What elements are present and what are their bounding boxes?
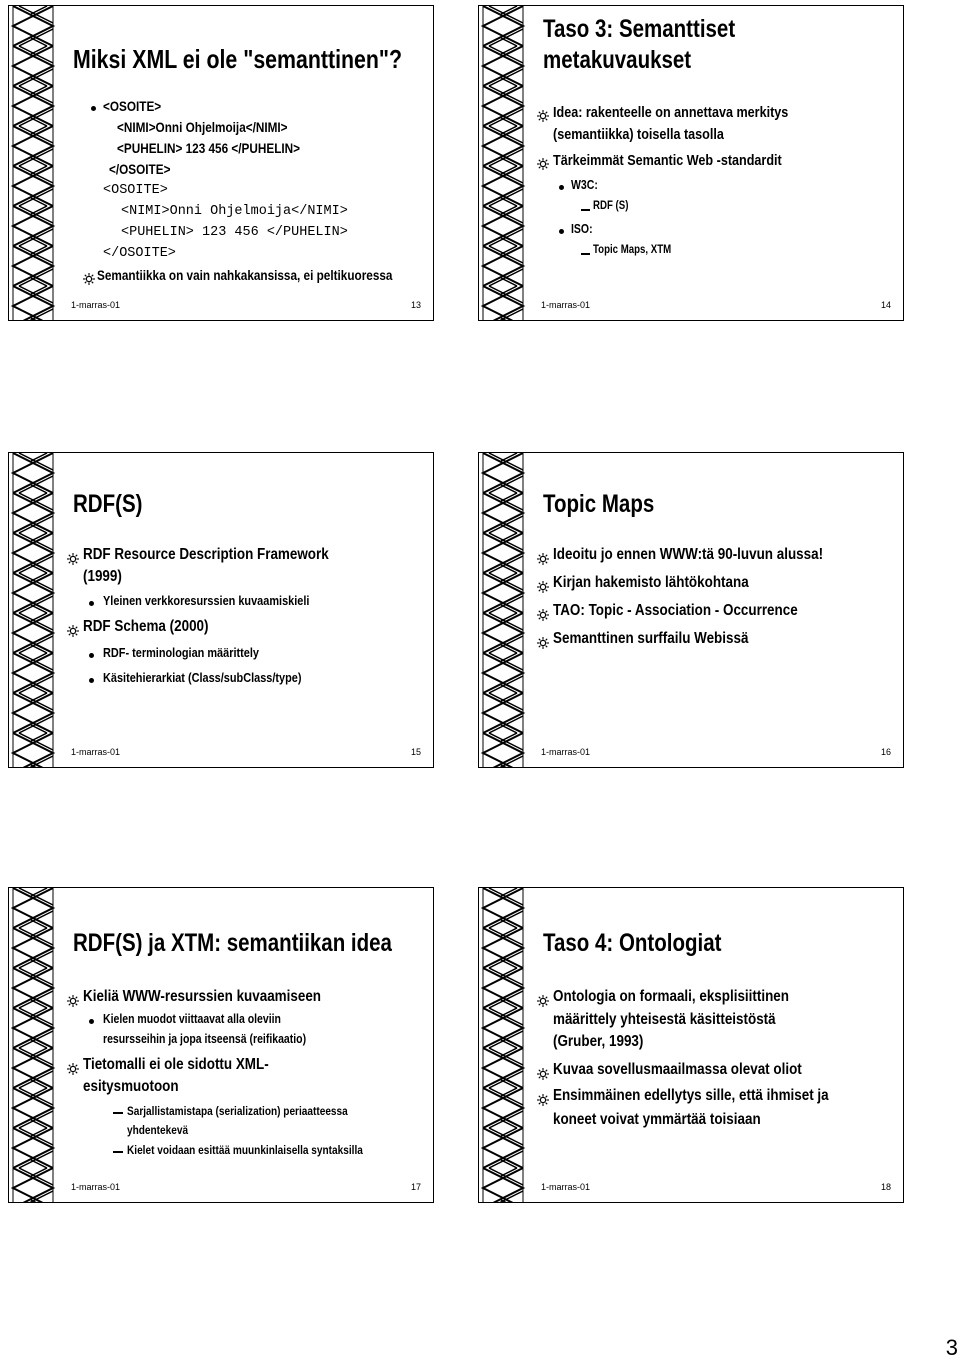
slide-number: 18 — [880, 1182, 891, 1192]
sunburst-bullet-icon — [537, 580, 549, 592]
sunburst-bullet-icon — [537, 552, 549, 564]
footer-date: 1-marras-01 — [71, 1182, 121, 1192]
sub-bullet-text: resursseihin ja jopa itseensä (reifikaatio) — [103, 1032, 307, 1046]
bullet-text: esitysmuotoon — [83, 1078, 179, 1095]
code-line: </OSOITE> — [109, 161, 171, 177]
dash-bullet — [581, 209, 590, 211]
sub-sub-bullet-text: RDF (S) — [593, 200, 629, 212]
page-number: 3 — [945, 1335, 958, 1360]
footer-date: 1-marras-01 — [71, 300, 121, 310]
bullet-text: (semantiikka) toisella tasolla — [553, 126, 724, 143]
code-line: <PUHELIN> 123 456 </PUHELIN> — [117, 140, 301, 156]
bullet-dot — [559, 185, 564, 190]
code-line: <OSOITE> — [103, 98, 162, 114]
slide-content — [67, 546, 425, 695]
bullet-text: Kieliä WWW-resurssien kuvaamiseen — [83, 988, 322, 1005]
sunburst-bullet-icon — [537, 109, 549, 121]
bullet-dot — [559, 229, 564, 234]
slide-content — [537, 988, 895, 1135]
dash-bullet — [581, 253, 590, 255]
footer-date: 1-marras-01 — [541, 1182, 591, 1192]
slide-content — [67, 988, 425, 1163]
slide-number: 14 — [880, 300, 891, 310]
slide-number: 15 — [410, 747, 421, 757]
slide-content — [537, 104, 895, 266]
slide-13 — [8, 5, 434, 321]
bullet-dot — [89, 653, 94, 658]
bullet-text: koneet voivat ymmärtää toisiaan — [553, 1111, 761, 1128]
rope-border-icon — [9, 6, 57, 321]
slide-title: RDF(S) — [73, 490, 143, 518]
footer-date: 1-marras-01 — [541, 747, 591, 757]
sunburst-bullet-icon — [537, 994, 549, 1006]
sub-sub-bullet-text: Topic Maps, XTM — [593, 244, 672, 256]
sub-sub-bullet-text: Sarjallistamistapa (serialization) periaatteessa — [127, 1104, 348, 1118]
bullet-dot — [89, 1019, 94, 1024]
bullet-text: Semantiikka on vain nahkakansissa, ei peltikuoressa — [97, 267, 393, 283]
rope-border-icon — [479, 6, 527, 321]
rope-border-icon — [9, 453, 57, 768]
sunburst-bullet-icon — [67, 994, 79, 1006]
sub-bullet-text: Käsitehierarkiat (Class/subClass/type) — [103, 670, 302, 685]
sub-bullet-text: Kielen muodot viittaavat alla oleviin — [103, 1012, 281, 1026]
bullet-text: määrittely yhteisestä käsitteistöstä — [553, 1011, 776, 1028]
title-line: Taso 3: Semanttiset — [543, 15, 736, 43]
slide-number: 13 — [410, 300, 421, 310]
sub-bullet-text: ISO: — [571, 222, 593, 236]
slide-17 — [8, 887, 434, 1203]
dash-bullet — [113, 1112, 123, 1114]
slide-number: 17 — [410, 1182, 421, 1192]
slide-content — [67, 98, 425, 287]
sunburst-bullet-icon — [537, 636, 549, 648]
bullet-text: TAO: Topic - Association - Occurrence — [553, 602, 798, 619]
slide-16 — [478, 452, 904, 768]
sub-sub-bullet-text: Kielet voidaan esittää muunkinlaisella syntaksilla — [127, 1143, 363, 1157]
sunburst-bullet-icon — [537, 1093, 549, 1105]
bullet-text: Semanttinen surffailu Webissä — [553, 630, 749, 647]
sub-bullet-text: Yleinen verkkoresurssien kuvaamiskieli — [103, 593, 310, 608]
title-line: metakuvaukset — [543, 46, 692, 74]
sunburst-bullet-icon — [67, 624, 79, 636]
bullet-dot — [89, 601, 94, 606]
slide-title: Topic Maps — [543, 490, 655, 518]
bullet-dot — [91, 106, 96, 111]
sunburst-bullet-icon — [537, 157, 549, 169]
bullet-text: Ontologia on formaali, eksplisiittinen — [553, 988, 789, 1005]
sub-bullet-text: W3C: — [571, 178, 598, 192]
sunburst-bullet-icon — [67, 1062, 79, 1074]
bullet-text: RDF Resource Description Framework — [83, 546, 329, 563]
bullet-dot — [89, 678, 94, 683]
sub-sub-bullet-text: yhdentekevä — [127, 1123, 189, 1137]
mono-code-line: <OSOITE> — [103, 183, 168, 198]
bullet-text: (Gruber, 1993) — [553, 1033, 644, 1050]
sunburst-bullet-icon — [537, 608, 549, 620]
bullet-text: Ideoitu jo ennen WWW:tä 90-luvun alussa! — [553, 546, 824, 563]
slide-title: Miksi XML ei ole "semanttinen"? — [73, 44, 403, 74]
code-line: <NIMI>Onni Ohjelmoija</NIMI> — [117, 119, 288, 135]
bullet-text: Kuvaa sovellusmaailmassa olevat oliot — [553, 1061, 802, 1078]
bullet-text: (1999) — [83, 568, 122, 585]
bullet-text: Tärkeimmät Semantic Web -standardit — [553, 152, 782, 169]
slide-title: Taso 4: Ontologiat — [543, 929, 722, 957]
sunburst-bullet-icon — [83, 272, 95, 284]
footer-date: 1-marras-01 — [541, 300, 591, 310]
slide-title — [543, 14, 735, 76]
mono-code-line: <PUHELIN> 123 456 </PUHELIN> — [121, 225, 348, 240]
mono-code-line: </OSOITE> — [103, 246, 176, 261]
bullet-text: RDF Schema (2000) — [83, 618, 209, 635]
bullet-text: Tietomalli ei ole sidottu XML- — [83, 1056, 269, 1073]
dash-bullet — [113, 1151, 123, 1153]
slide-14 — [478, 5, 904, 321]
bullet-text: Ensimmäinen edellytys sille, että ihmiset ja — [553, 1087, 829, 1104]
footer-date: 1-marras-01 — [71, 747, 121, 757]
rope-border-icon — [479, 888, 527, 1203]
sunburst-bullet-icon — [537, 1067, 549, 1079]
sunburst-bullet-icon — [67, 552, 79, 564]
bullet-text: Idea: rakenteelle on annettava merkitys — [553, 104, 789, 121]
slide-title: RDF(S) ja XTM: semantiikan idea — [73, 929, 392, 957]
slide-18 — [478, 887, 904, 1203]
bullet-text: Kirjan hakemisto lähtökohtana — [553, 574, 749, 591]
slide-number: 16 — [880, 747, 891, 757]
rope-border-icon — [479, 453, 527, 768]
mono-code-line: <NIMI>Onni Ohjelmoija</NIMI> — [121, 204, 348, 219]
slide-15 — [8, 452, 434, 768]
slide-content — [537, 546, 895, 658]
sub-bullet-text: RDF- terminologian määrittely — [103, 645, 259, 660]
rope-border-icon — [9, 888, 57, 1203]
